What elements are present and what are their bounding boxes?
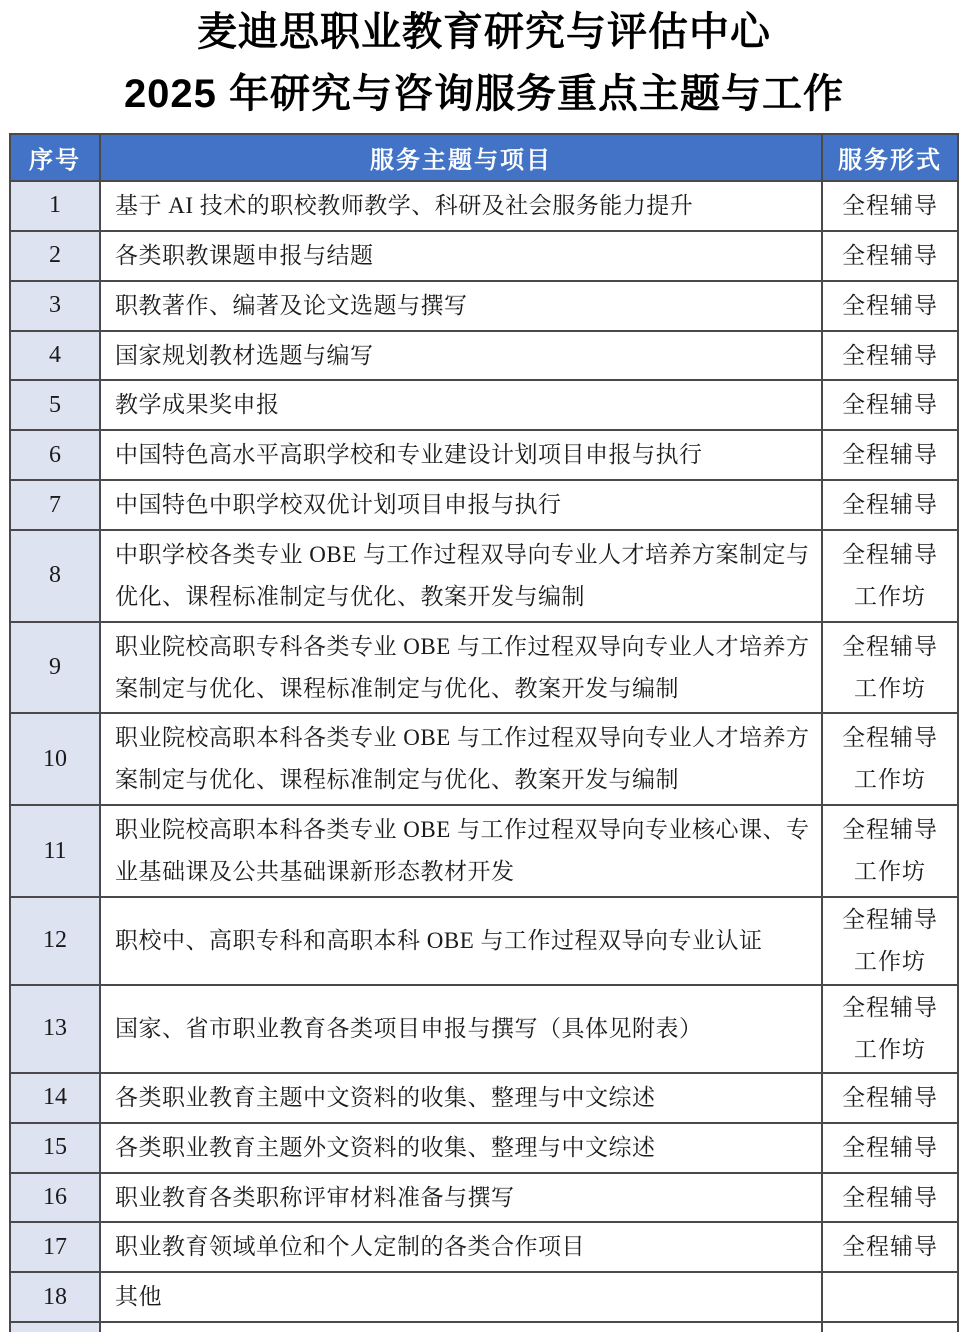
service-topic-cell: 各类职业教育主题中文资料的收集、整理与中文综述	[100, 1073, 822, 1123]
service-topic-cell: 职业院校高职专科各类专业 OBE 与工作过程双导向专业人才培养方案制定与优化、课程标准制定与优化、教案开发与编制	[100, 622, 822, 714]
table-row	[10, 281, 958, 331]
service-topic-cell: 基于 AI 技术的职校教师教学、科研及社会服务能力提升	[100, 181, 822, 231]
service-table-body	[10, 181, 958, 1332]
service-topic-cell: 职校中、高职专科和高职本科 OBE 与工作过程双导向专业认证	[100, 897, 822, 985]
service-form-line: 全程辅导	[842, 1134, 938, 1160]
service-form-cell	[822, 1173, 958, 1223]
header-cell-topic: 服务主题与项目	[100, 134, 822, 181]
service-form-cell	[822, 1272, 958, 1322]
service-form-line: 工作坊	[854, 675, 926, 701]
service-form-line: 全程辅导	[842, 995, 938, 1021]
table-row	[10, 622, 958, 714]
service-form-line: 工作坊	[854, 948, 926, 974]
table-row	[10, 985, 958, 1073]
service-form-line: 全程辅导	[842, 725, 938, 751]
service-form-line: 全程辅导	[842, 542, 938, 568]
service-form-cell	[822, 331, 958, 381]
table-row	[10, 897, 958, 985]
service-table-header	[10, 134, 958, 181]
service-topic-cell: 职业院校高职本科各类专业 OBE 与工作过程双导向专业人才培养方案制定与优化、课程标准制定与优化、教案开发与编制	[100, 713, 822, 805]
table-row	[10, 430, 958, 480]
row-number-cell: 17	[10, 1222, 100, 1272]
row-number-cell: 16	[10, 1173, 100, 1223]
service-topic-cell: 其他	[100, 1272, 822, 1322]
table-row	[10, 1222, 958, 1272]
service-form-cell	[822, 181, 958, 231]
service-form-line: 全程辅导	[842, 1234, 938, 1260]
service-form-line: 全程辅导	[842, 442, 938, 468]
header-row	[10, 134, 958, 181]
service-topic-cell: 各类职教课题申报与结题	[100, 231, 822, 281]
service-form-line: 全程辅导	[842, 342, 938, 368]
service-form-cell	[822, 1073, 958, 1123]
service-topic-cell: 国家、省市职业教育各类项目申报与撰写（具体见附表）	[100, 985, 822, 1073]
service-topic-cell: 中国特色中职学校双优计划项目申报与执行	[100, 480, 822, 530]
table-row	[10, 805, 958, 897]
service-topic-cell: 国家规划教材选题与编写	[100, 331, 822, 381]
service-form-cell	[822, 897, 958, 985]
row-number-cell: 5	[10, 380, 100, 430]
header-cell-form: 服务形式	[822, 134, 958, 181]
partial-next-row	[10, 1322, 958, 1332]
title-line-2: 2025 年研究与咨询服务重点主题与工作	[123, 72, 845, 116]
table-row	[10, 1272, 958, 1322]
service-form-cell	[822, 1222, 958, 1272]
service-form-cell	[822, 281, 958, 331]
service-form-cell	[822, 1322, 958, 1332]
table-row	[10, 380, 958, 430]
row-number-cell: 13	[10, 985, 100, 1073]
table-row	[10, 1123, 958, 1173]
table-row	[10, 231, 958, 281]
row-number-cell	[10, 1322, 100, 1332]
row-number-cell: 18	[10, 1272, 100, 1322]
service-form-line: 全程辅导	[842, 817, 938, 843]
service-form-cell	[822, 985, 958, 1073]
title-line-1: 麦迪思职业教育研究与评估中心	[197, 10, 771, 54]
service-form-line: 全程辅导	[842, 633, 938, 659]
service-topic-cell: 中职学校各类专业 OBE 与工作过程双导向专业人才培养方案制定与优化、课程标准制定与优化、教案开发与编制	[100, 530, 822, 622]
service-topic-cell: 各类职业教育主题外文资料的收集、整理与中文综述	[100, 1123, 822, 1173]
row-number-cell: 9	[10, 622, 100, 714]
row-number-cell: 6	[10, 430, 100, 480]
service-form-line: 全程辅导	[842, 1084, 938, 1110]
table-row	[10, 1073, 958, 1123]
service-form-cell	[822, 805, 958, 897]
row-number-cell: 15	[10, 1123, 100, 1173]
service-form-cell	[822, 430, 958, 480]
service-topic-cell: 职业教育领域单位和个人定制的各类合作项目	[100, 1222, 822, 1272]
service-form-line: 全程辅导	[842, 242, 938, 268]
service-form-line: 工作坊	[854, 859, 926, 885]
service-form-line: 全程辅导	[842, 392, 938, 418]
service-topic-cell: 职业教育各类职称评审材料准备与撰写	[100, 1173, 822, 1223]
service-form-cell	[822, 380, 958, 430]
service-topic-cell: 职业院校高职本科各类专业 OBE 与工作过程双导向专业核心课、专业基础课及公共基础课新形态教材开发	[100, 805, 822, 897]
service-form-line: 工作坊	[854, 767, 926, 793]
service-form-line: 全程辅导	[842, 1184, 938, 1210]
row-number-cell: 10	[10, 713, 100, 805]
service-table	[9, 133, 959, 1332]
header-cell-no: 序号	[10, 134, 100, 181]
service-topic-cell	[100, 1322, 822, 1332]
service-form-line: 工作坊	[854, 1036, 926, 1062]
table-row	[10, 331, 958, 381]
row-number-cell: 1	[10, 181, 100, 231]
table-row	[10, 480, 958, 530]
service-form-line: 全程辅导	[842, 492, 938, 518]
table-row	[10, 1173, 958, 1223]
row-number-cell: 3	[10, 281, 100, 331]
service-form-line: 工作坊	[854, 583, 926, 609]
service-form-cell	[822, 622, 958, 714]
service-topic-cell: 职教著作、编著及论文选题与撰写	[100, 281, 822, 331]
service-form-cell	[822, 231, 958, 281]
row-number-cell: 8	[10, 530, 100, 622]
service-form-line: 全程辅导	[842, 907, 938, 933]
table-row	[10, 530, 958, 622]
row-number-cell: 12	[10, 897, 100, 985]
service-topic-cell: 教学成果奖申报	[100, 380, 822, 430]
service-topic-cell: 中国特色高水平高职学校和专业建设计划项目申报与执行	[100, 430, 822, 480]
table-row	[10, 713, 958, 805]
service-form-line: 全程辅导	[842, 292, 938, 318]
row-number-cell: 14	[10, 1073, 100, 1123]
table-row	[10, 181, 958, 231]
row-number-cell: 7	[10, 480, 100, 530]
service-form-cell	[822, 480, 958, 530]
service-form-cell	[822, 713, 958, 805]
service-form-line: 全程辅导	[842, 193, 938, 218]
row-number-cell: 4	[10, 331, 100, 381]
row-number-cell: 2	[10, 231, 100, 281]
service-form-cell	[822, 530, 958, 622]
service-form-cell	[822, 1123, 958, 1173]
row-number-cell: 11	[10, 805, 100, 897]
document-title	[0, 0, 968, 118]
